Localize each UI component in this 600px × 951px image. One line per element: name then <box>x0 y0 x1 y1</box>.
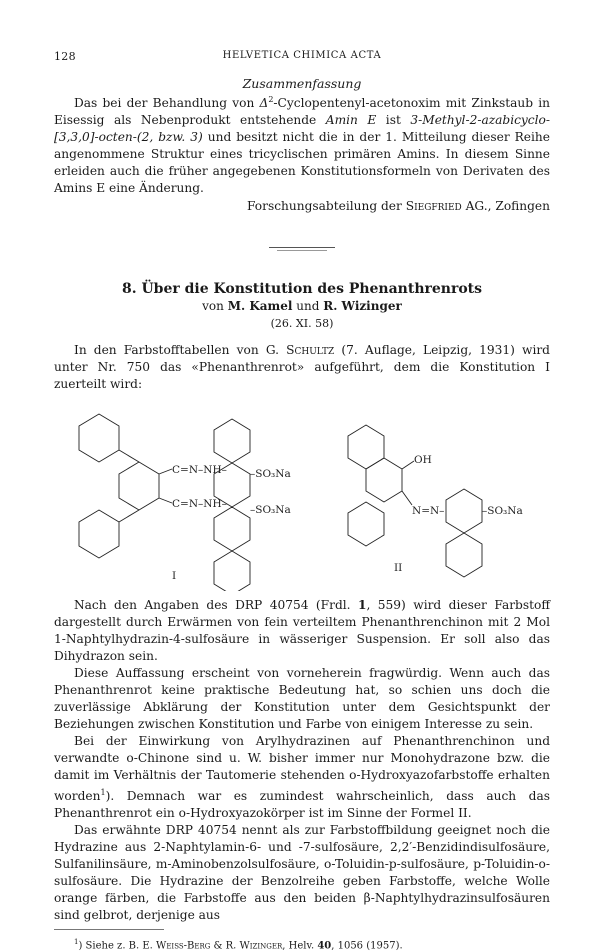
ring-1a <box>79 414 119 462</box>
formula-2-azo: N=N– <box>412 505 445 518</box>
received-date: (26. XI. 58) <box>270 317 334 331</box>
footnote-rule <box>54 929 164 930</box>
formula-1-hydrazone-2: C=N–NH– <box>172 498 227 511</box>
formula-1-sulfonate-2: –SO₃Na <box>250 504 291 517</box>
running-header <box>54 50 550 66</box>
intro-paragraph: In den Farbstofftabellen von G. Schultz (7. Auflage, Leipzig, 1931) wird unter Nr. 750 das «Phenanthrenrot» aufgeführt, dem die Konstitution I zuerteilt wird: <box>54 343 550 392</box>
formula-1-sulfonate-1: –SO₃Na <box>250 468 291 481</box>
ring-2c <box>348 502 384 546</box>
article-title: 8. Über die Konstitution des Phenanthrenrots <box>121 281 483 298</box>
naph-3b <box>446 533 482 577</box>
journal-title: HELVETICA CHIMICA ACTA <box>222 50 382 61</box>
body-paragraph-2: Diese Auffassung erscheint von vorneherein fragwürdig. Wenn auch das Phenanthrenrot keine praktische Bedeutung hat, so schien uns doch die zuverlässige Abklärung der Konstitution unter dem Gesichtspunkt der Beziehungen zwischen Konstitution und Farbe von einigem Interesse zu sein. <box>54 666 550 732</box>
affiliation: Forschungsabteilung der Siegfried AG., Zofingen <box>247 199 550 214</box>
formula-2-hydroxy: OH <box>414 454 432 467</box>
ring-2a <box>348 425 384 469</box>
naph-1a <box>214 419 250 463</box>
formula-2-label: II <box>394 562 403 575</box>
formula-2-structure <box>348 425 482 577</box>
ring-2b <box>366 458 402 502</box>
ring-1b <box>119 462 159 510</box>
body-paragraph-4: Das erwähnte DRP 40754 nennt als zur Farbstoffbildung geeignet noch die Hydrazine aus 2-Naphtylamin-6- und -7-sulfosäure, 2,2′-Benzidindisulfosäure, Sulfanilinsäure, m-Aminobenzolsulfosäure, o-Toluidin-p-sulfosäure, p-Toluidin-o-sulfosäure. Die Hydrazine der Benzolreihe geben Farbstoffe, welche Wolle orange färben, die Farbstoffe aus den beiden β-Naphtylhydrazinsulfosäuren sind gelbrot, derjenige aus <box>54 823 550 923</box>
journal-page <box>54 50 550 951</box>
formula-1-hydrazone-1: C=N–NH– <box>172 464 227 477</box>
body-paragraph-3: Bei der Einwirkung von Arylhydrazinen auf Phenanthrenchinon und verwandte o-Chinone sind u. W. bisher immer nur Monohydrazone bzw. die damit im Verhältnis der Tautomerie stehenden o-Hydroxyazofarbstoffe erhalten worden$^1$). Demnach war es zumindest wahrscheinlich, dass auch das Phenanthrenrot ein o-Hydroxyazokörper ist im Sinne der Formel II. <box>54 734 550 821</box>
structural-formulas <box>54 399 550 591</box>
formulas-drawing <box>54 399 550 591</box>
summary-paragraph: Das bei der Behandlung von $\Delta^2-Cyclopentenyl$-acetonoxim mit Zinkstaub in Eisessig als Nebenprodukt entstehende Amin E ist 3-Methyl-2-azabicyclo-[3,3,0]-octen-(2, bzw. 3) und besitzt nicht die in der 1. Mitteilung dieser Reihe angenommene Struktur eines tricyclischen primären Amins. In diesem Sinne erleiden auch die früher angegebenen Konstitutionsformeln von Derivaten des Amins E eine Änderung. <box>54 95 550 196</box>
article-authors: von M. Kamel und R. Wizinger <box>202 299 402 314</box>
naph-2a <box>214 507 250 551</box>
formula-2-sulfonate: –SO₃Na <box>482 505 523 518</box>
separator-rule <box>269 247 335 248</box>
summary-heading: Zusammenfassung <box>242 76 362 91</box>
page-number: 128 <box>54 50 76 63</box>
body-paragraph-1: Nach den Angaben des DRP 40754 (Frdl. 1, 559) wird dieser Farbstoff dargestellt durch Erwärmen von fein verteiltem Phenanthrenchinon mit 2 Mol 1-Naphtylhydrazin-4-sulfosäure in wässeriger Suspension. Er soll also das Dihydrazon sein. <box>54 598 550 664</box>
formula-1-label: I <box>172 570 177 583</box>
footnote: $^1$) Siehe z. B. E. Weiss-Berg & R. Wizinger, Helv. 40, 1056 (1957). <box>74 938 403 951</box>
naph-2b <box>214 551 250 591</box>
naph-3a <box>446 489 482 533</box>
separator-rule-short <box>277 250 327 251</box>
ring-1c <box>79 510 119 558</box>
